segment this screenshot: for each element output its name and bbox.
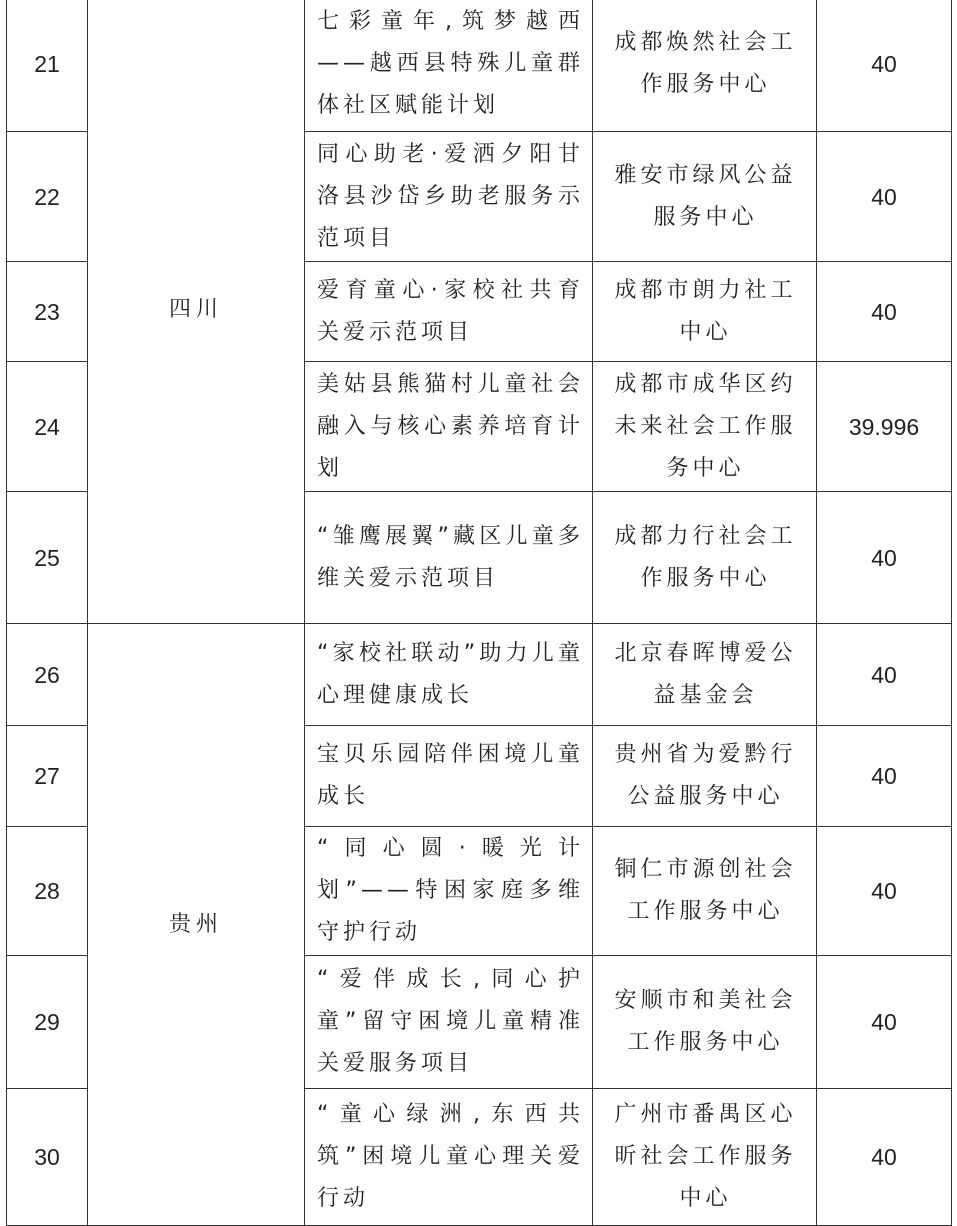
project-name: 美姑县熊猫村儿童社会融入与核心素养培育计划 (305, 362, 593, 492)
amount: 40 (817, 827, 952, 956)
amount: 39.996 (817, 362, 952, 492)
project-name: “家校社联动”助力儿童心理健康成长 (305, 624, 593, 726)
project-table (6, 0, 952, 1226)
project-name: 七彩童年,筑梦越西 ——越西县特殊儿童群体社区赋能计划 (305, 0, 593, 132)
row-number: 25 (7, 492, 88, 624)
organization-name: 铜仁市源创社会工作服务中心 (593, 827, 817, 956)
table-row (7, 624, 952, 726)
amount: 40 (817, 1089, 952, 1226)
row-number: 28 (7, 827, 88, 956)
organization-name: 雅安市绿风公益服务中心 (593, 132, 817, 262)
row-number: 22 (7, 132, 88, 262)
row-number: 24 (7, 362, 88, 492)
project-name: “童心绿洲,东西共筑”困境儿童心理关爱行动 (305, 1089, 593, 1226)
amount: 40 (817, 132, 952, 262)
amount: 40 (817, 492, 952, 624)
project-name: “同心圆·暖光计划”——特困家庭多维守护行动 (305, 827, 593, 956)
row-number: 29 (7, 956, 88, 1089)
row-number: 26 (7, 624, 88, 726)
amount: 40 (817, 726, 952, 827)
row-number: 21 (7, 0, 88, 132)
amount: 40 (817, 624, 952, 726)
project-name: “雏鹰展翼”藏区儿童多维关爱示范项目 (305, 492, 593, 624)
organization-name: 广州市番禺区心昕社会工作服务中心 (593, 1089, 817, 1226)
project-name: “爱伴成长,同心护童”留守困境儿童精准关爱服务项目 (305, 956, 593, 1089)
amount: 40 (817, 262, 952, 362)
organization-name: 成都市朗力社工中心 (593, 262, 817, 362)
row-number: 27 (7, 726, 88, 827)
project-name: 宝贝乐园陪伴困境儿童成长 (305, 726, 593, 827)
organization-name: 成都力行社会工作服务中心 (593, 492, 817, 624)
amount: 40 (817, 0, 952, 132)
table-row (7, 0, 952, 132)
organization-name: 贵州省为爱黔行公益服务中心 (593, 726, 817, 827)
organization-name: 成都焕然社会工作服务中心 (593, 0, 817, 132)
amount: 40 (817, 956, 952, 1089)
organization-name: 成都市成华区约未来社会工作服务中心 (593, 362, 817, 492)
row-number: 23 (7, 262, 88, 362)
province-cell: 四川 (88, 0, 305, 624)
row-number: 30 (7, 1089, 88, 1226)
project-name: 同心助老·爱洒夕阳甘洛县沙岱乡助老服务示范项目 (305, 132, 593, 262)
organization-name: 北京春晖博爱公益基金会 (593, 624, 817, 726)
organization-name: 安顺市和美社会工作服务中心 (593, 956, 817, 1089)
project-name: 爱育童心·家校社共育关爱示范项目 (305, 262, 593, 362)
province-cell: 贵州 (88, 624, 305, 1226)
